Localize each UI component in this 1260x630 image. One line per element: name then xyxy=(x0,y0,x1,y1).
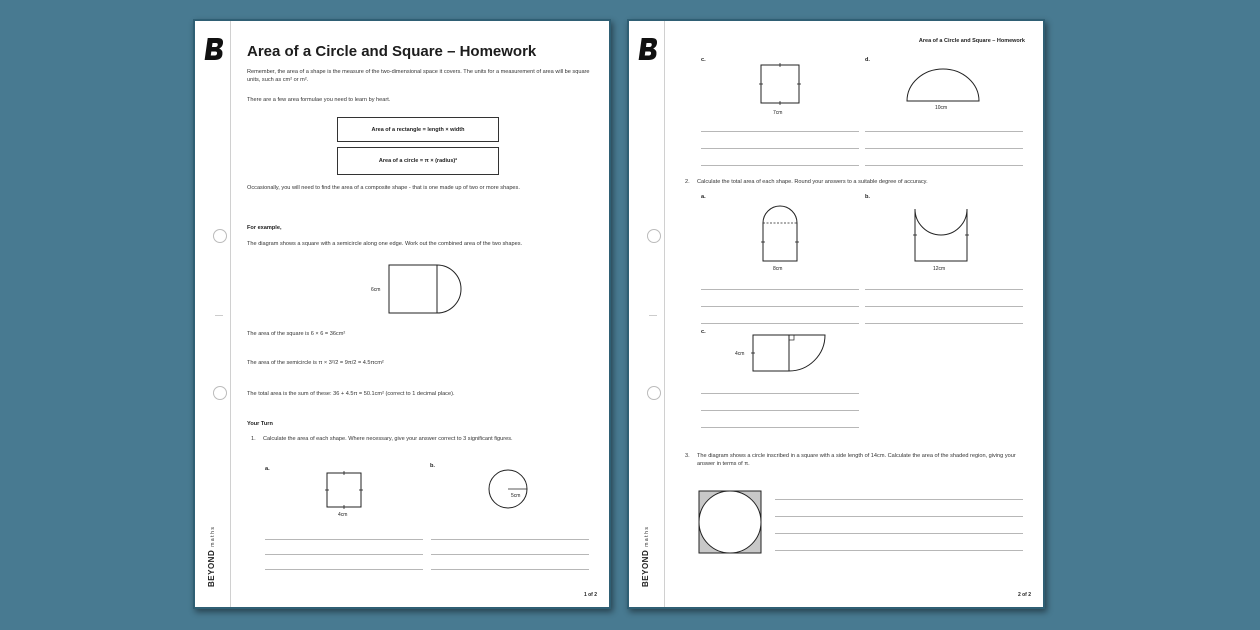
answer-line xyxy=(865,306,1023,307)
part-label: a. xyxy=(701,194,706,200)
answer-line xyxy=(431,554,589,555)
answer-line xyxy=(865,165,1023,166)
part-label: b. xyxy=(430,463,435,469)
question-1-text: Calculate the area of each shape. Where necessary, give your answer correct to 3 significant figures. xyxy=(263,436,513,442)
answer-line xyxy=(431,539,589,540)
answer-line xyxy=(265,554,423,555)
answer-line xyxy=(701,289,859,290)
intro-formulae: There are a few area formulae you need to learn by heart. xyxy=(247,97,391,103)
worksheet-page-2 xyxy=(627,19,1045,609)
q1b-circle-diagram xyxy=(487,469,531,513)
answer-line xyxy=(701,131,859,132)
punch-hole xyxy=(213,386,227,400)
composite-paragraph: Occasionally, you will need to find the area of a composite shape - that is one made up of two or more shapes. xyxy=(247,185,520,191)
example-square xyxy=(389,265,437,313)
intro-paragraph: Remember, the area of a shape is the measure of the two-dimensional space it covers. The units for a measurement of area will be square units, such as cm² or m². xyxy=(247,69,590,83)
answer-line xyxy=(865,289,1023,290)
punch-hole xyxy=(213,229,227,243)
q2b-dimension: 12cm xyxy=(933,266,946,272)
inscribed-circle xyxy=(699,491,761,553)
margin-line xyxy=(664,21,665,607)
page-number: 1 of 2 xyxy=(583,592,597,598)
answer-line xyxy=(701,427,859,428)
punch-hole xyxy=(647,386,661,400)
answer-line xyxy=(265,569,423,570)
example-diagram xyxy=(365,261,475,321)
example-heading: For example, xyxy=(247,225,282,231)
q2c-composite-diagram xyxy=(729,331,839,377)
fold-mark xyxy=(215,315,223,316)
answer-line xyxy=(431,569,589,570)
part-label: d. xyxy=(865,57,870,63)
fold-mark xyxy=(649,315,657,316)
brand-vertical: BEYONDmaths xyxy=(641,525,650,587)
answer-line xyxy=(701,410,859,411)
part-label: c. xyxy=(701,57,706,63)
question-2-text: Calculate the total area of each shape. Round your answers to a suitable degree of accuracy. xyxy=(697,179,928,185)
answer-line xyxy=(775,550,1023,551)
answer-line xyxy=(701,393,859,394)
running-header: Area of a Circle and Square – Homework xyxy=(918,38,1025,44)
example-text: The diagram shows a square with a semicircle along one edge. Work out the combined area of the two shapes. xyxy=(247,241,523,247)
step-square-area: The area of the square is 6 × 6 = 36cm² xyxy=(247,331,346,337)
answer-line xyxy=(701,323,859,324)
answer-line xyxy=(865,323,1023,324)
formula-circle-box: Area of a circle = π × (radius)² xyxy=(337,147,499,175)
your-turn-heading: Your Turn xyxy=(247,421,273,427)
answer-line xyxy=(775,533,1023,534)
formula-rectangle-box: Area of a rectangle = length × width xyxy=(337,117,499,142)
brand-vertical: BEYONDmaths xyxy=(207,525,216,587)
example-semicircle xyxy=(437,265,461,313)
beyond-logo-icon xyxy=(636,36,658,62)
answer-line xyxy=(265,539,423,540)
answer-line xyxy=(865,131,1023,132)
question-number: 1. xyxy=(251,436,256,442)
part-label: b. xyxy=(865,194,870,200)
q2b-composite-diagram xyxy=(911,205,971,273)
answer-line xyxy=(775,499,1023,500)
page-title: Area of a Circle and Square – Homework xyxy=(247,43,537,60)
page-number: 2 of 2 xyxy=(1017,592,1031,598)
question-number: 2. xyxy=(685,179,690,185)
q1d-semicircle-diagram xyxy=(905,67,985,117)
beyond-logo-icon xyxy=(202,36,224,62)
q2c-dimension: 4cm xyxy=(735,351,745,357)
worksheet-page-1 xyxy=(193,19,611,609)
q1c-dimension: 7cm xyxy=(773,110,783,116)
q3-inscribed-circle-diagram xyxy=(697,489,763,555)
q2a-composite-diagram xyxy=(759,199,803,277)
q1b-dimension: 5cm xyxy=(511,493,521,499)
answer-line xyxy=(865,148,1023,149)
step-semicircle-area: The area of the semicircle is π × 3²/2 = 9π/2 = 4.5πcm² xyxy=(247,360,384,366)
q1d-dimension: 10cm xyxy=(935,105,948,111)
answer-line xyxy=(701,165,859,166)
example-dimension: 6cm xyxy=(371,287,381,293)
q1a-square-diagram xyxy=(323,471,367,519)
q1c-square-diagram xyxy=(757,63,801,117)
part-label: c. xyxy=(701,329,706,335)
answer-line xyxy=(775,516,1023,517)
q1a-dimension: 4cm xyxy=(338,512,348,518)
answer-line xyxy=(701,148,859,149)
margin-line xyxy=(230,21,231,607)
part-label: a. xyxy=(265,466,270,472)
punch-hole xyxy=(647,229,661,243)
q2a-dimension: 8cm xyxy=(773,266,783,272)
answer-line xyxy=(701,306,859,307)
question-3-text: The diagram shows a circle inscribed in a square with a side length of 14cm. Calculate the area of the shaded region, giving your answer in terms of π. xyxy=(697,453,1016,467)
step-total-area: The total area is the sum of these: 36 + 4.5π = 50.1cm² (correct to 1 decimal place). xyxy=(247,391,455,397)
question-number: 3. xyxy=(685,453,690,459)
